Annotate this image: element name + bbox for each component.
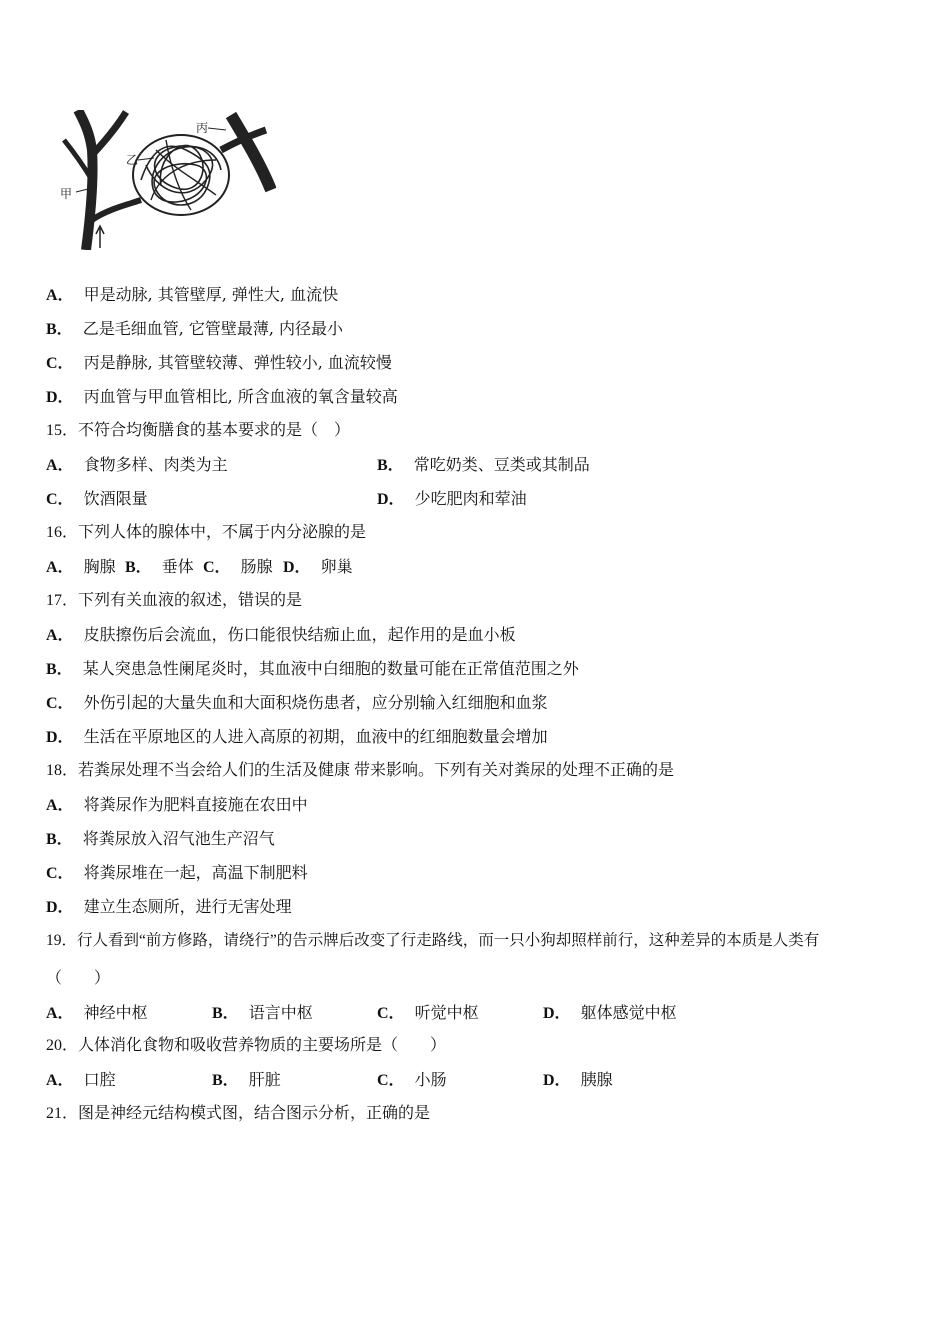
label-jia: 甲 [60,187,73,201]
q17-option-a[interactable]: A． 皮肤擦伤后会流血，伤口能很快结痂止血，起作用的是血小板 [46,625,516,644]
q16-option-b[interactable]: B． 垂体 [125,557,194,576]
q17-option-b[interactable]: B． 某人突患急性阑尾炎时，其血液中白细胞的数量可能在正常值范围之外 [46,659,579,678]
q20-option-a[interactable]: A． 口腔 [46,1070,116,1089]
q19-option-a[interactable]: A． 神经中枢 [46,1003,148,1022]
q17-option-d[interactable]: D． 生活在平原地区的人进入高原的初期，血液中的红细胞数量会增加 [46,727,548,746]
label-bing: 丙 [196,121,209,135]
q14-option-c[interactable]: C． 丙是静脉, 其管壁较薄、弹性较小, 血流较慢 [46,353,392,372]
q14-option-a[interactable]: A． 甲是动脉, 其管壁厚, 弹性大, 血流快 [46,285,339,304]
q15-stem: 15．不符合均衡膳食的基本要求的是（ ） [46,422,351,439]
q21-stem: 21．图是神经元结构模式图，结合图示分析，正确的是 [46,1105,431,1122]
q16-option-d[interactable]: D． 卵巢 [283,557,353,576]
label-yi: 乙 [126,153,139,167]
q20-option-b[interactable]: B． 肝脏 [212,1070,281,1089]
q16-stem: 16．下列人体的腺体中，不属于内分泌腺的是 [46,524,367,541]
q20-stem: 20．人体消化食物和吸收营养物质的主要场所是（ ） [46,1037,447,1054]
blood-vessel-diagram [56,110,276,250]
q19-option-b[interactable]: B． 语言中枢 [212,1003,313,1022]
q18-option-a[interactable]: A． 将粪尿作为肥料直接施在农田中 [46,795,308,814]
q19-stem: 19．行人看到“前方修路，请绕行”的告示牌后改变了行走路线，而一只小狗却照样前行，这种差异的本质是人类有 [46,932,820,949]
q15-option-d[interactable]: D． 少吃肥肉和荤油 [377,489,527,508]
q16-option-a[interactable]: A． 胸腺 [46,557,116,576]
q18-option-d[interactable]: D． 建立生态厕所，进行无害处理 [46,897,292,916]
q14-option-d[interactable]: D． 丙血管与甲血管相比, 所含血液的氧含量较高 [46,387,398,406]
q18-stem: 18．若粪尿处理不当会给人们的生活及健康 带来影响。下列有关对粪尿的处理不正确的是 [46,762,675,779]
q18-option-c[interactable]: C． 将粪尿堆在一起，高温下制肥料 [46,863,308,882]
q20-option-d[interactable]: D． 胰腺 [543,1070,613,1089]
q16-option-c[interactable]: C． 肠腺 [203,557,273,576]
blood-vessel-figure [56,110,276,250]
q17-option-c[interactable]: C． 外伤引起的大量失血和大面积烧伤患者，应分别输入红细胞和血浆 [46,693,548,712]
q15-option-b[interactable]: B． 常吃奶类、豆类或其制品 [377,455,590,474]
q14-option-b[interactable]: B． 乙是毛细血管, 它管壁最薄, 内径最小 [46,319,344,338]
q15-option-a[interactable]: A． 食物多样、肉类为主 [46,455,228,474]
q18-option-b[interactable]: B． 将粪尿放入沼气池生产沼气 [46,829,275,848]
q20-option-c[interactable]: C． 小肠 [377,1070,447,1089]
q19-stem-cont: （ ） [46,968,111,987]
q15-option-c[interactable]: C． 饮酒限量 [46,489,148,508]
q19-option-c[interactable]: C． 听觉中枢 [377,1003,479,1022]
q19-option-d[interactable]: D． 躯体感觉中枢 [543,1003,677,1022]
q17-stem: 17．下列有关血液的叙述，错误的是 [46,592,303,609]
